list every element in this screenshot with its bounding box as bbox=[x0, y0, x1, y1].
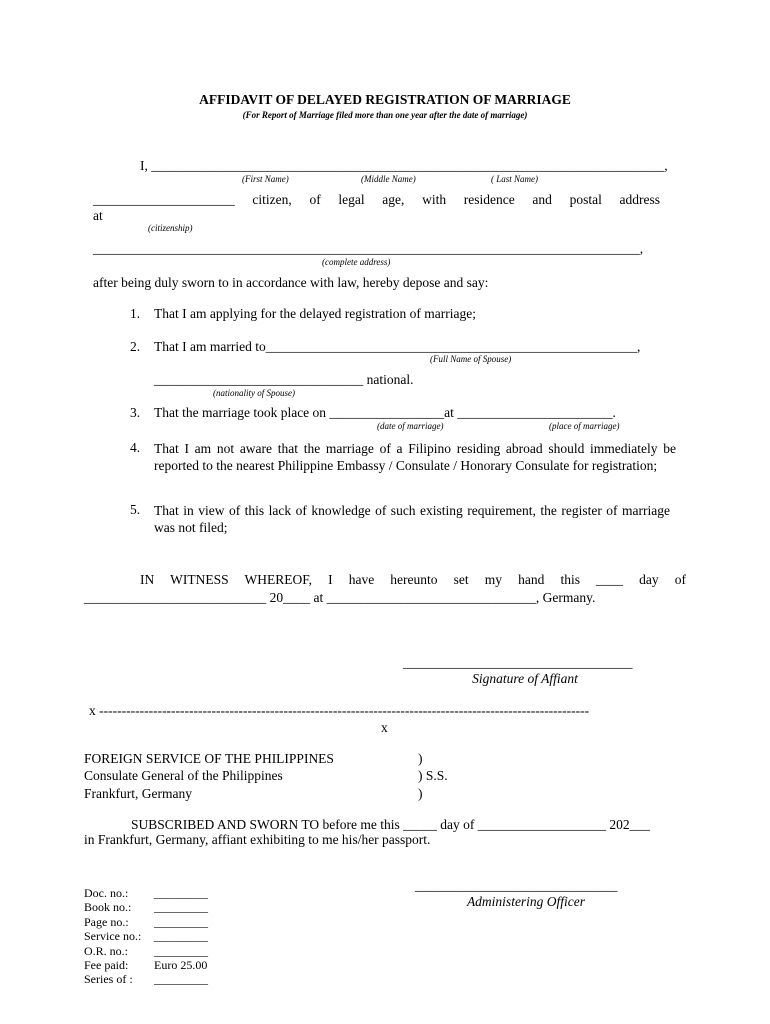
venue-paren-1: ) bbox=[418, 751, 423, 766]
notarial-label: Service no.: bbox=[84, 929, 142, 944]
venue-line-2: Consulate General of the Philippines bbox=[84, 768, 283, 783]
first-name-label: (First Name) bbox=[242, 174, 289, 184]
notarial-value: _________ bbox=[154, 972, 208, 987]
marriage-place-label: (place of marriage) bbox=[549, 421, 620, 431]
notarial-row bbox=[84, 929, 208, 943]
middle-name-label: (Middle Name) bbox=[361, 174, 416, 184]
notarial-label: O.R. no.: bbox=[84, 943, 129, 958]
notarial-value: Euro 25.00 bbox=[154, 958, 208, 973]
item-3-text: That the marriage took place on _________________at _______________________. bbox=[154, 405, 616, 420]
item-4-text: That I am not aware that the marriage of a Filipino residing abroad should immediately be reported to the nearest Philippine Embassy / Consulate / Honorary Consulate for registration; bbox=[154, 441, 676, 473]
officer-signature-line: ______________________________ bbox=[415, 878, 618, 893]
depose-statement: after being duly sworn to in accordance with law, hereby depose and say: bbox=[93, 275, 489, 290]
spouse-nationality-label: (nationality of Spouse) bbox=[213, 388, 295, 398]
notarial-label: Doc. no.: bbox=[84, 886, 129, 900]
item-2-number: 2. bbox=[130, 339, 141, 354]
jurat-line-1: SUBSCRIBED AND SWORN TO before me this _____ day of ___________________ 202___ bbox=[131, 817, 650, 832]
venue-paren-2: ) S.S. bbox=[418, 768, 448, 783]
notarial-label: Fee paid: bbox=[84, 958, 129, 973]
spouse-nationality-line: _______________________________ national. bbox=[154, 372, 414, 387]
venue-line-3: Frankfurt, Germany bbox=[84, 786, 192, 801]
witness-line-1: IN WITNESS WHEREOF, I have hereunto set my hand this ____ day of bbox=[140, 572, 686, 587]
last-name-label: ( Last Name) bbox=[491, 174, 538, 184]
marriage-date-label: (date of marriage) bbox=[377, 421, 444, 431]
cut-line-x: x bbox=[381, 720, 388, 735]
notarial-value: _________ bbox=[154, 914, 208, 929]
affiant-signature-line: __________________________________ bbox=[403, 655, 633, 670]
item-2-text: That I am married to_______________________________________________________, bbox=[154, 339, 641, 354]
notarial-label: Page no.: bbox=[84, 914, 129, 929]
item-5-number: 5. bbox=[130, 502, 141, 517]
notarial-row bbox=[84, 958, 208, 972]
notarial-row bbox=[84, 886, 208, 900]
venue-line-1: FOREIGN SERVICE OF THE PHILIPPINES bbox=[84, 751, 334, 766]
document-title: AFFIDAVIT OF DELAYED REGISTRATION OF MARRIAGE bbox=[199, 92, 571, 107]
item-1-text: That I am applying for the delayed registration of marriage; bbox=[154, 306, 477, 321]
item-1-number: 1. bbox=[130, 306, 141, 321]
notarial-value: _________ bbox=[154, 943, 208, 958]
cut-line: x ------------------------------------------------------------------------------------------------------------- bbox=[89, 703, 590, 718]
citizen-line-end: at bbox=[93, 208, 103, 223]
affiant-name-line: I, ____________________________________________________________________________, bbox=[140, 158, 668, 173]
notarial-row bbox=[84, 900, 208, 914]
address-label: (complete address) bbox=[322, 257, 391, 267]
notarial-label: Book no.: bbox=[84, 900, 132, 915]
jurat-line-2: in Frankfurt, Germany, affiant exhibiting to me his/her passport. bbox=[84, 832, 431, 847]
notarial-row bbox=[84, 944, 208, 958]
citizenship-label: (citizenship) bbox=[148, 223, 193, 233]
item-5-text: That in view of this lack of knowledge of such existing requirement, the register of marriage was not filed; bbox=[154, 503, 670, 535]
notarial-value: _________ bbox=[154, 929, 208, 944]
notarial-row bbox=[84, 972, 208, 986]
item-4-number: 4. bbox=[130, 440, 141, 455]
document-subtitle: (For Report of Marriage filed more than one year after the date of marriage) bbox=[242, 110, 528, 120]
citizen-line: _____________________ citizen, of legal age, with residence and postal address bbox=[93, 192, 660, 207]
address-line: _________________________________________________________________________________, bbox=[93, 241, 644, 256]
spouse-name-label: (Full Name of Spouse) bbox=[430, 354, 512, 364]
notarial-label: Series of : bbox=[84, 972, 133, 987]
notarial-row bbox=[84, 915, 208, 929]
officer-signature-label: Administering Officer bbox=[466, 894, 586, 909]
venue-paren-3: ) bbox=[418, 786, 423, 801]
notarial-value: _________ bbox=[154, 886, 208, 900]
notarial-register bbox=[84, 886, 208, 987]
item-3-number: 3. bbox=[130, 405, 141, 420]
affiant-signature-label: Signature of Affiant bbox=[472, 671, 578, 686]
witness-line-2: ___________________________ 20____ at _______________________________, Germany. bbox=[84, 590, 596, 605]
notarial-value: _________ bbox=[154, 900, 208, 915]
